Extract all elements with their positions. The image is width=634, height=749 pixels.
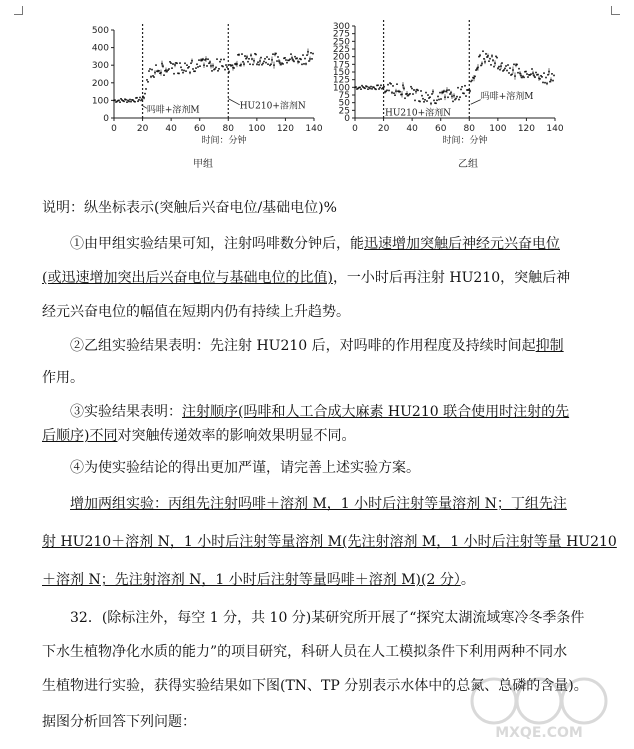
figure-jia bbox=[88, 24, 328, 154]
data-point bbox=[422, 98, 424, 100]
p3-line1 bbox=[70, 402, 569, 422]
data-point bbox=[516, 64, 518, 66]
data-point bbox=[145, 88, 147, 90]
data-point bbox=[217, 70, 219, 72]
data-point bbox=[471, 80, 473, 82]
data-point bbox=[262, 63, 264, 65]
data-point bbox=[537, 74, 539, 76]
data-point bbox=[387, 84, 389, 86]
data-point bbox=[545, 77, 547, 79]
data-point bbox=[264, 58, 266, 60]
data-point bbox=[185, 70, 187, 72]
data-point bbox=[225, 64, 227, 66]
y-tick-label: 200 bbox=[332, 52, 350, 63]
data-point bbox=[190, 62, 192, 64]
data-point bbox=[394, 94, 396, 96]
data-point bbox=[366, 86, 368, 88]
data-point bbox=[355, 86, 357, 88]
data-point bbox=[231, 64, 233, 66]
data-point bbox=[214, 68, 216, 70]
data-point bbox=[290, 53, 292, 55]
watermark-text: MXQE.COM bbox=[495, 725, 583, 741]
y-tick-label: 50 bbox=[338, 98, 350, 109]
data-point bbox=[504, 68, 506, 70]
data-point bbox=[257, 61, 259, 63]
annotation-morphine: 吗啡+溶剂M bbox=[146, 105, 200, 116]
data-point bbox=[285, 59, 287, 61]
data-point bbox=[429, 96, 431, 98]
data-point bbox=[367, 88, 369, 90]
data-point bbox=[452, 101, 454, 103]
figure-yi bbox=[333, 20, 563, 152]
data-point bbox=[118, 100, 120, 102]
data-point bbox=[508, 72, 510, 74]
data-point bbox=[129, 99, 131, 101]
data-point bbox=[461, 86, 463, 88]
data-point bbox=[130, 101, 132, 103]
data-point bbox=[409, 93, 411, 95]
data-point bbox=[464, 85, 466, 87]
data-point bbox=[294, 56, 296, 58]
x-axis-label: 时间：分钟 bbox=[201, 136, 247, 146]
data-point bbox=[304, 58, 306, 60]
y-tick-label: 225 bbox=[332, 45, 350, 55]
data-point bbox=[527, 76, 529, 78]
p3-line2 bbox=[42, 426, 355, 446]
data-point bbox=[390, 83, 392, 85]
p5-line3 bbox=[42, 570, 475, 590]
p5-line1 bbox=[70, 494, 567, 514]
data-point bbox=[258, 64, 260, 66]
data-point bbox=[433, 100, 435, 102]
x-tick-label: 0 bbox=[111, 124, 117, 134]
data-point bbox=[371, 88, 373, 90]
data-point bbox=[535, 72, 537, 74]
data-point bbox=[482, 50, 484, 52]
x-tick-label: 60 bbox=[193, 124, 206, 134]
data-point bbox=[480, 65, 482, 67]
data-point bbox=[163, 74, 165, 76]
data-point bbox=[125, 99, 127, 101]
data-point bbox=[247, 61, 249, 63]
data-point bbox=[424, 99, 426, 101]
data-point bbox=[275, 53, 277, 55]
x-tick-label: 20 bbox=[136, 124, 149, 134]
data-point bbox=[507, 64, 509, 66]
data-point bbox=[460, 89, 462, 91]
data-point bbox=[465, 95, 467, 97]
data-point bbox=[173, 73, 175, 75]
data-point bbox=[377, 84, 379, 86]
data-point bbox=[301, 64, 303, 66]
chart-yi bbox=[333, 20, 563, 152]
data-point bbox=[223, 59, 225, 61]
data-point bbox=[438, 99, 440, 101]
data-point bbox=[266, 56, 268, 58]
x-tick-label: 80 bbox=[222, 124, 235, 134]
y-tick-label: 175 bbox=[332, 60, 350, 71]
p1-text-a: ①由甲组实验结果可知，注射吗啡数分钟后，能 bbox=[70, 236, 364, 252]
data-point bbox=[541, 76, 543, 78]
p5-line2 bbox=[42, 532, 617, 552]
y-tick-label: 500 bbox=[91, 26, 109, 36]
data-point bbox=[220, 59, 222, 61]
data-point bbox=[457, 87, 459, 89]
data-point bbox=[503, 69, 505, 71]
data-point bbox=[396, 83, 398, 85]
data-point bbox=[423, 101, 425, 103]
data-point bbox=[530, 73, 532, 75]
data-point bbox=[216, 58, 218, 60]
data-point bbox=[359, 87, 361, 89]
data-point bbox=[114, 99, 116, 101]
y-tick-label: 275 bbox=[332, 29, 350, 40]
data-point bbox=[267, 63, 269, 65]
data-point bbox=[252, 64, 254, 66]
data-point bbox=[380, 85, 382, 87]
data-point bbox=[248, 58, 250, 60]
data-point bbox=[192, 68, 194, 70]
data-point bbox=[147, 81, 149, 83]
data-point bbox=[506, 70, 508, 72]
data-point bbox=[265, 62, 267, 64]
annotation-arrow bbox=[471, 100, 481, 105]
p5-answer-b: 射 HU210＋溶剂 N，1 小时后注射等量溶剂 M(先注射溶剂 M，1 小时后注射等量 HU210 bbox=[42, 534, 617, 550]
x-tick-label: 100 bbox=[248, 124, 266, 134]
data-point bbox=[404, 97, 406, 99]
data-point bbox=[475, 69, 477, 71]
p2-text-a: ②乙组实验结果表明：先注射 HU210 后，对吗啡的作用程度及持续时间起 bbox=[70, 338, 536, 354]
data-point bbox=[141, 98, 143, 100]
x-tick-label: 80 bbox=[463, 124, 476, 134]
data-point bbox=[496, 57, 498, 59]
data-point bbox=[146, 79, 148, 81]
data-point bbox=[455, 98, 457, 100]
data-point bbox=[186, 64, 188, 66]
data-point bbox=[499, 69, 501, 71]
data-point bbox=[448, 89, 450, 91]
data-point bbox=[226, 66, 228, 68]
data-point bbox=[144, 93, 146, 95]
data-point bbox=[542, 82, 544, 84]
data-point bbox=[493, 66, 495, 68]
data-point bbox=[426, 100, 428, 102]
data-point bbox=[378, 88, 380, 90]
data-point bbox=[263, 61, 265, 63]
figure-yi-caption: 乙组 bbox=[458, 159, 478, 170]
data-point bbox=[270, 63, 272, 65]
data-point bbox=[498, 66, 500, 68]
data-point bbox=[155, 64, 157, 66]
data-point bbox=[439, 92, 441, 94]
x-tick-label: 120 bbox=[517, 124, 536, 134]
data-point bbox=[501, 62, 503, 64]
y-tick-label: 400 bbox=[91, 43, 109, 54]
data-point bbox=[440, 98, 442, 100]
data-point bbox=[138, 99, 140, 101]
p1-answer-a: 迅速增加突触后神经元兴奋电位 bbox=[364, 236, 560, 252]
annotation-hu210: HU210+溶剂N bbox=[239, 101, 306, 112]
p2-answer: 抑制 bbox=[535, 338, 564, 354]
data-point bbox=[289, 58, 291, 60]
y-tick-label: 150 bbox=[332, 68, 350, 78]
data-point bbox=[134, 101, 136, 103]
data-point bbox=[300, 59, 302, 61]
data-point bbox=[158, 70, 160, 72]
data-point bbox=[463, 93, 465, 95]
data-point bbox=[215, 67, 217, 69]
data-point bbox=[458, 99, 460, 101]
data-point bbox=[249, 63, 251, 65]
data-point bbox=[518, 68, 520, 70]
p3-text-a: ③实验结果表明： bbox=[70, 404, 182, 420]
data-point bbox=[474, 76, 476, 78]
data-point bbox=[435, 102, 437, 104]
x-tick-label: 60 bbox=[434, 124, 447, 134]
chart-jia bbox=[88, 24, 328, 154]
figure-jia-caption: 甲组 bbox=[193, 159, 213, 170]
data-point bbox=[222, 66, 224, 68]
data-point bbox=[303, 63, 305, 65]
p4-line: ④为使实验结论的得出更加严谨，请完善上述实验方案。 bbox=[70, 460, 420, 476]
data-point bbox=[312, 53, 314, 55]
data-point bbox=[553, 75, 555, 77]
data-point bbox=[551, 73, 553, 75]
data-point bbox=[437, 96, 439, 98]
data-point bbox=[227, 68, 229, 70]
p1-line3: 经元兴奋电位的幅值在短期内仍有持续上升趋势。 bbox=[42, 304, 350, 320]
data-point bbox=[490, 64, 492, 66]
data-point bbox=[197, 66, 199, 68]
p5-answer-c: ＋溶剂 N；先注射溶剂 N，1 小时后注射等量吗啡＋溶剂 M)(2 分） bbox=[42, 572, 461, 588]
data-point bbox=[137, 100, 139, 102]
data-point bbox=[207, 58, 209, 60]
data-point bbox=[483, 58, 485, 60]
p3-text-d: 对突触传递效率的影响效果明显不同。 bbox=[117, 428, 356, 444]
p5-answer-a: 增加两组实验：丙组先注射吗啡＋溶剂 M，1 小时后注射等量溶剂 N；丁组先注 bbox=[70, 496, 567, 512]
x-tick-label: 120 bbox=[276, 124, 295, 134]
data-point bbox=[310, 52, 312, 54]
data-point bbox=[526, 73, 528, 75]
x-tick-label: 40 bbox=[165, 124, 177, 134]
data-point bbox=[168, 68, 170, 70]
data-point bbox=[370, 86, 372, 88]
p2-line1 bbox=[70, 336, 564, 356]
data-point bbox=[286, 62, 288, 64]
data-point bbox=[184, 63, 186, 65]
x-tick-label: 20 bbox=[377, 124, 390, 134]
data-point bbox=[511, 74, 513, 76]
data-point bbox=[194, 70, 196, 72]
x-tick-label: 140 bbox=[305, 124, 323, 134]
data-point bbox=[411, 88, 413, 90]
data-point bbox=[375, 89, 377, 91]
data-point bbox=[513, 64, 515, 66]
data-point bbox=[447, 96, 449, 98]
corner-mark-left bbox=[14, 6, 23, 15]
p1-answer-b: (或迅速增加突出后兴奋电位与基础电位的比值) bbox=[42, 270, 333, 286]
data-point bbox=[233, 67, 235, 69]
data-point bbox=[364, 87, 366, 89]
q32-line1: 32．(除标注外，每空 1 分，共 10 分)某研究所开展了“探究太湖流域寒冷冬季条件 bbox=[70, 610, 585, 626]
data-point bbox=[268, 58, 270, 60]
data-point bbox=[119, 101, 121, 103]
data-point bbox=[414, 100, 416, 102]
data-point bbox=[260, 57, 262, 59]
annotation-morphine: 吗啡+溶剂M bbox=[480, 91, 534, 102]
x-axis-label: 时间：分钟 bbox=[442, 136, 488, 146]
q32-line3: 生植物进行实验，获得实验结果如下图(TN、TP 分别表示水体中的总氮、总磷的含量)。 bbox=[42, 678, 588, 694]
data-point bbox=[245, 58, 247, 60]
data-point bbox=[419, 101, 421, 103]
data-point bbox=[388, 90, 390, 92]
data-point bbox=[224, 69, 226, 71]
data-point bbox=[302, 54, 304, 56]
data-point bbox=[206, 65, 208, 67]
data-point bbox=[183, 70, 185, 72]
data-point bbox=[153, 76, 155, 78]
data-point bbox=[417, 90, 419, 92]
data-point bbox=[425, 92, 427, 94]
y-tick-label: 75 bbox=[338, 91, 350, 101]
y-tick-label: 125 bbox=[332, 75, 350, 86]
data-point bbox=[198, 59, 200, 61]
corner-mark-right bbox=[611, 6, 620, 15]
y-tick-label: 300 bbox=[332, 22, 350, 32]
y-tick-label: 300 bbox=[91, 61, 109, 72]
data-point bbox=[188, 66, 190, 68]
data-point bbox=[369, 88, 371, 90]
data-point bbox=[149, 68, 151, 70]
data-point bbox=[171, 67, 173, 69]
annotation-arrow bbox=[228, 99, 239, 105]
data-point bbox=[549, 81, 551, 83]
p2-line2: 作用。 bbox=[42, 370, 84, 386]
data-point bbox=[308, 60, 310, 62]
data-point bbox=[241, 53, 243, 55]
data-point bbox=[456, 96, 458, 98]
data-point bbox=[509, 67, 511, 69]
p5-text-d: 。 bbox=[460, 572, 475, 588]
data-point bbox=[272, 53, 274, 55]
p3-answer-b: 后顺序)不同 bbox=[42, 428, 118, 444]
data-point bbox=[523, 77, 525, 79]
data-point bbox=[431, 93, 433, 95]
y-tick-label: 250 bbox=[332, 37, 350, 48]
data-point bbox=[412, 93, 414, 95]
data-point bbox=[393, 92, 395, 94]
data-point bbox=[277, 56, 279, 58]
data-point bbox=[180, 67, 182, 69]
data-point bbox=[195, 67, 197, 69]
y-tick-label: 25 bbox=[338, 106, 350, 117]
q32-line2: 下水生植物净化水质的能力”的项目研究，科研人员在人工模拟条件下利用两种不同水 bbox=[42, 644, 568, 660]
data-point bbox=[421, 95, 423, 97]
data-point bbox=[170, 62, 172, 64]
data-point bbox=[410, 86, 412, 88]
data-point bbox=[136, 97, 138, 99]
data-point bbox=[176, 62, 178, 64]
p1-text-d: ，一小时后再注射 HU210，突触后神 bbox=[332, 270, 571, 286]
data-point bbox=[427, 94, 429, 96]
data-point bbox=[386, 90, 388, 92]
y-tick-label: 0 bbox=[344, 114, 350, 124]
note-line: 说明：纵坐标表示(突触后兴奋电位/基础电位)% bbox=[42, 200, 337, 216]
annotation-hu210: HU210+溶剂N bbox=[385, 108, 452, 119]
data-point bbox=[360, 88, 362, 90]
data-point bbox=[282, 63, 284, 65]
x-tick-label: 100 bbox=[489, 124, 507, 134]
data-point bbox=[379, 87, 381, 89]
data-point bbox=[280, 64, 282, 66]
data-point bbox=[531, 68, 533, 70]
x-tick-label: 140 bbox=[546, 124, 564, 134]
q32-line4: 据图分析回答下列问题： bbox=[42, 714, 196, 730]
data-point bbox=[148, 70, 150, 72]
data-point bbox=[178, 73, 180, 75]
data-point bbox=[373, 87, 375, 89]
y-tick-label: 100 bbox=[91, 96, 109, 107]
data-point bbox=[181, 69, 183, 71]
data-point bbox=[196, 63, 198, 65]
data-point bbox=[296, 57, 298, 59]
data-point bbox=[436, 99, 438, 101]
p1-line1 bbox=[70, 234, 560, 254]
watermark-logo bbox=[464, 671, 614, 741]
data-point bbox=[128, 101, 130, 103]
data-point bbox=[489, 58, 491, 60]
p1-line2 bbox=[42, 268, 570, 288]
data-point bbox=[449, 93, 451, 95]
x-tick-label: 0 bbox=[352, 124, 358, 134]
y-tick-label: 200 bbox=[91, 78, 109, 89]
data-point bbox=[139, 97, 141, 99]
data-point bbox=[219, 61, 221, 63]
data-point bbox=[543, 72, 545, 74]
data-point bbox=[255, 54, 257, 56]
p3-answer-a: 注射顺序(吗啡和人工合成大麻素 HU210 联合使用时注射的先 bbox=[182, 404, 570, 420]
data-point bbox=[399, 91, 401, 93]
data-point bbox=[505, 65, 507, 67]
y-tick-label: 100 bbox=[332, 83, 350, 94]
x-tick-label: 40 bbox=[406, 124, 418, 134]
data-point bbox=[182, 72, 184, 74]
data-point bbox=[544, 82, 546, 84]
data-point bbox=[242, 61, 244, 63]
data-point bbox=[199, 65, 201, 67]
data-point bbox=[126, 101, 128, 103]
data-point bbox=[211, 70, 213, 72]
y-tick-label: 0 bbox=[103, 114, 109, 124]
data-point bbox=[488, 60, 490, 62]
data-point bbox=[123, 101, 125, 103]
